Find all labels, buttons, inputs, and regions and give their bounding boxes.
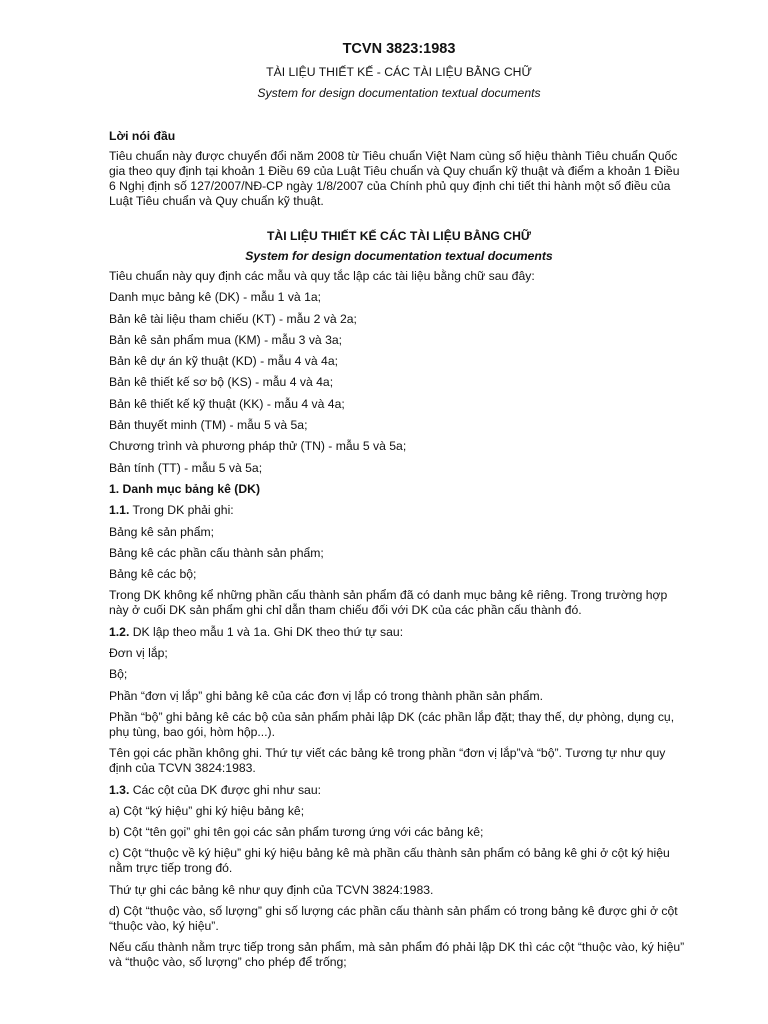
paragraph: Phần “bộ” ghi bảng kê các bộ của sản phẩm phải lập DK (các phần lắp đặt; thay thế, dự phòng, dụng cụ, phụ tùng, bao gói, hòm hộp...).	[109, 709, 675, 739]
paragraph: Thứ tự ghi các bảng kê như quy định của TCVN 3824:1983.	[109, 882, 434, 897]
paragraph: Phần “đơn vị lắp” ghi bảng kê của các đơn vị lắp có trong thành phần sản phẩm.	[109, 688, 544, 703]
document-body	[109, 269, 689, 970]
section-subtitle: System for design documentation textual documents	[245, 249, 553, 263]
clause-text: Trong DK phải ghi:	[129, 503, 234, 518]
paragraph: Bảng kê các bộ;	[109, 567, 197, 582]
paragraph: Nếu cấu thành nằm trực tiếp trong sản phẩm, mà sản phẩm đó phải lập DK thì các cột “thuộc vào, ký hiệu” và “thuộc vào, số lượng” cho phép để trống;	[109, 940, 685, 970]
paragraph: Trong DK không kể những phần cấu thành sản phẩm đã có danh mục bảng kê riêng. Trong trường hợp này ở cuối DK sản phẩm ghi chỉ dẫn tham chiếu đối với DK của các phần cấu thành đó.	[109, 588, 668, 618]
paragraph: Bản kê thiết kế kỹ thuật (KK) - mẫu 4 và 4a;	[109, 396, 345, 411]
numbered-clause	[109, 503, 689, 518]
foreword-heading: Lời nói đầu	[109, 129, 176, 143]
paragraph: Bản kê sản phẩm mua (KM) - mẫu 3 và 3a;	[109, 332, 343, 347]
clause-text: Các cột của DK được ghi như sau:	[129, 782, 321, 797]
paragraph: Danh mục bảng kê (DK) - mẫu 1 và 1a;	[109, 290, 322, 305]
clause-number: 1.3.	[109, 782, 130, 797]
section-heading: 1. Danh mục bảng kê (DK)	[109, 481, 261, 496]
paragraph: c) Cột “thuộc về ký hiệu” ghi ký hiệu bảng kê mà phần cấu thành sản phẩm có bảng kê ghi ở cột ký hiệu nằm trực tiếp trong đó.	[109, 846, 670, 876]
paragraph: Tên gọi các phần không ghi. Thứ tự viết các bảng kê trong phần “đơn vị lắp”và “bộ”. Tương tự như quy định của TCVN 3824:1983.	[109, 746, 666, 776]
document-title: TÀI LIỆU THIẾT KẾ - CÁC TÀI LIỆU BẰNG CHỮ	[266, 65, 532, 79]
foreword-body: Tiêu chuẩn này được chuyển đổi năm 2008 từ Tiêu chuẩn Việt Nam cùng số hiệu thành Tiêu chuẩn Quốc gia theo quy định tại khoản 1 Điều 69 của Luật Tiêu chuẩn và Quy chuẩn kỹ thuật và điểm a khoản 1 Điều 6 Nghị định số 127/2007/NĐ-CP ngày 1/8/2007 của Chính phủ quy định chi tiết thi hành một số điều của Luật Tiêu chuẩn và Quy chuẩn kỹ thuật.	[109, 149, 680, 208]
paragraph: Bản kê thiết kế sơ bộ (KS) - mẫu 4 và 4a;	[109, 375, 334, 390]
document-subtitle: System for design documentation textual documents	[257, 86, 541, 100]
numbered-clause	[109, 625, 689, 640]
paragraph: Bản tính (TT) - mẫu 5 và 5a;	[109, 460, 263, 475]
paragraph: Bảng kê các phần cấu thành sản phẩm;	[109, 545, 324, 560]
paragraph: Đơn vị lắp;	[109, 646, 168, 661]
paragraph: Bản kê dự án kỹ thuật (KD) - mẫu 4 và 4a;	[109, 354, 338, 369]
paragraph: Bản thuyết minh (TM) - mẫu 5 và 5a;	[109, 418, 308, 433]
numbered-clause	[109, 783, 689, 798]
standard-code: TCVN 3823:1983	[342, 41, 456, 57]
paragraph: Tiêu chuẩn này quy định các mẫu và quy tắc lập các tài liệu bằng chữ sau đây:	[109, 269, 535, 283]
paragraph: d) Cột “thuộc vào, số lượng” ghi số lượng các phần cấu thành sản phẩm có trong bảng kê được ghi ở cột “thuộc vào, ký hiệu”.	[109, 904, 678, 934]
paragraph: Bộ;	[109, 667, 128, 682]
paragraph: b) Cột “tên gọi” ghi tên gọi các sản phẩm tương ứng với các bảng kê;	[109, 825, 484, 840]
clause-number: 1.2.	[109, 624, 130, 639]
paragraph: a) Cột “ký hiệu” ghi ký hiệu bảng kê;	[109, 803, 305, 818]
paragraph: Chương trình và phương pháp thử (TN) - mẫu 5 và 5a;	[109, 439, 407, 454]
clause-number: 1.1.	[109, 503, 130, 518]
clause-text: DK lập theo mẫu 1 và 1a. Ghi DK theo thứ tự sau:	[129, 624, 404, 639]
paragraph: Bản kê tài liệu tham chiếu (KT) - mẫu 2 và 2a;	[109, 311, 357, 326]
section-title: TÀI LIỆU THIẾT KẾ CÁC TÀI LIỆU BẰNG CHỮ	[266, 229, 531, 243]
document-page	[109, 36, 689, 977]
paragraph: Bảng kê sản phẩm;	[109, 524, 215, 539]
